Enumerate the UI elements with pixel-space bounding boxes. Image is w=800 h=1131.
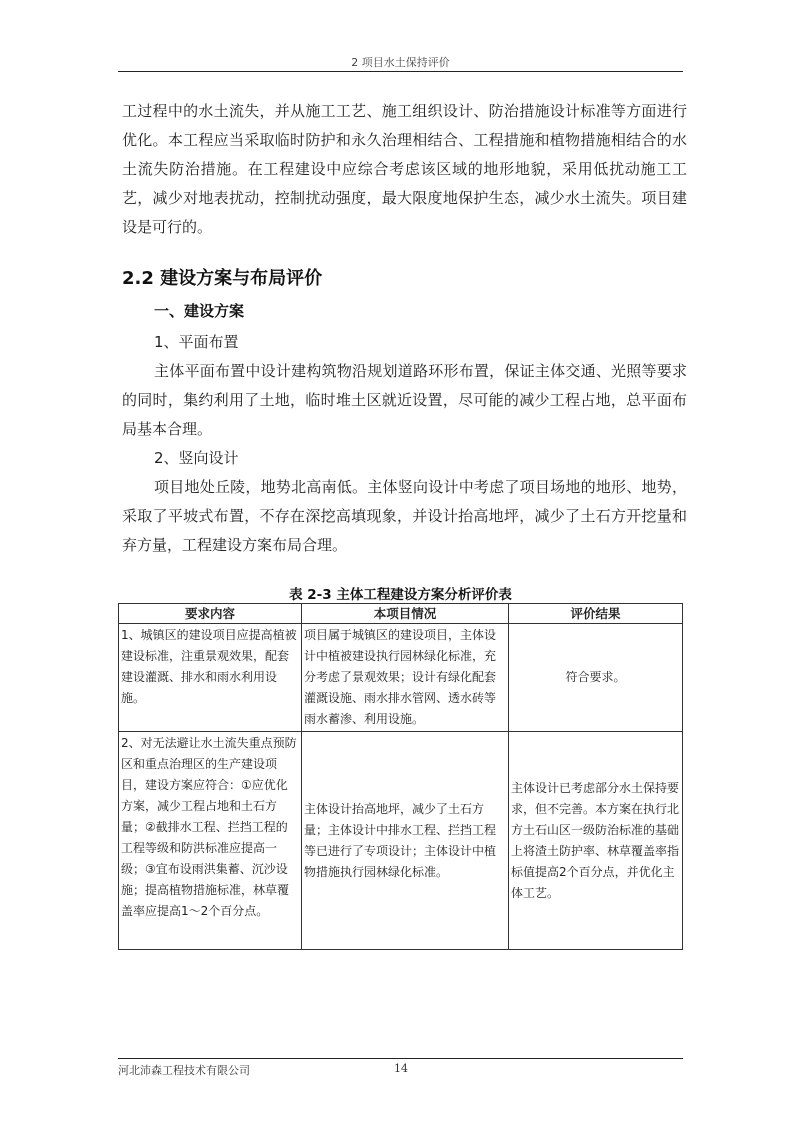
running-header: 2 项目水土保持评价 xyxy=(351,56,450,69)
section-heading: 2.2 建设方案与布局评价 xyxy=(122,268,323,289)
situation-cell: 主体设计抬高地坪，减少了土石方量；主体设计中排水工程、拦挡工程等已进行了专项设计；主体设计中植物措施执行园林绿化标准。 xyxy=(302,732,509,950)
table-row xyxy=(119,624,683,732)
result-cell: 主体设计已考虑部分水土保持要求，但不完善。本方案在执行北方土石山区一级防治标准的基础上将渣土防护率、林草覆盖率指标值提高2个百分点，并优化主体工艺。 xyxy=(509,732,683,950)
footer-company: 河北沛森工程技术有限公司 xyxy=(118,1064,250,1077)
evaluation-table xyxy=(118,603,683,950)
page-number: 14 xyxy=(394,1062,408,1075)
column-header: 评价结果 xyxy=(509,604,683,624)
footer-rule xyxy=(118,1058,683,1059)
item1-text: 主体平面布置中设计建构筑物沿规划道路环形布置，保证主体交通、光照等要求的同时，集约利用了土地，临时堆土区就近设置，尽可能的减少工程占地，总平面布局基本合理。 xyxy=(122,362,687,438)
item2-text: 项目地处丘陵，地势北高南低。主体竖向设计中考虑了项目场地的地形、地势，采取了平坡式布置，不存在深挖高填现象，并设计抬高地坪，减少了土石方开挖量和弃方量，工程建设方案布局合理。 xyxy=(122,478,687,554)
requirement-cell: 1、城镇区的建设项目应提高植被建设标准，注重景观效果，配套建设灌溉、排水和雨水利用设施。 xyxy=(119,624,302,732)
plan-block xyxy=(122,328,687,560)
result-cell: 符合要求。 xyxy=(509,624,683,732)
table-caption: 表 2-3 主体工程建设方案分析评价表 xyxy=(289,587,512,603)
situation-cell: 项目属于城镇区的建设项目，主体设计中植被建设执行园林绿化标准，充分考虑了景观效果；设计有绿化配套灌溉设施、雨水排水管网、透水砖等雨水蓄渗、利用设施。 xyxy=(302,624,509,732)
intro-paragraph: 工过程中的水土流失，并从施工工艺、施工组织设计、防治措施设计标准等方面进行优化。本工程应当采取临时防护和永久治理相结合、工程措施和植物措施相结合的水土流失防治措施。在工程建设中应综合考虑该区域的地形地貌，采用低扰动施工工艺，减少对地表扰动，控制扰动强度，最大限度地保护生态，减少水土流失。项目建设是可行的。 xyxy=(122,102,687,236)
column-header: 本项目情况 xyxy=(302,604,509,624)
table-header-row xyxy=(119,604,683,624)
requirement-cell: 2、对无法避让水土流失重点预防区和重点治理区的生产建设项目，建设方案应符合：①应优化方案，减少工程占地和土石方量；②截排水工程、拦挡工程的工程等级和防洪标准应提高一级；③宜布设雨洪集蓄、沉沙设施；提高植物措施标准，林草覆盖率应提高1～2个百分点。 xyxy=(119,732,302,950)
column-header: 要求内容 xyxy=(119,604,302,624)
item1-title: 1、平面布置 xyxy=(154,333,239,351)
item2-title: 2、竖向设计 xyxy=(154,449,239,467)
table-row xyxy=(119,732,683,950)
subsection-heading: 一、建设方案 xyxy=(154,302,245,320)
intro-block xyxy=(122,97,687,242)
header-rule xyxy=(118,71,683,72)
